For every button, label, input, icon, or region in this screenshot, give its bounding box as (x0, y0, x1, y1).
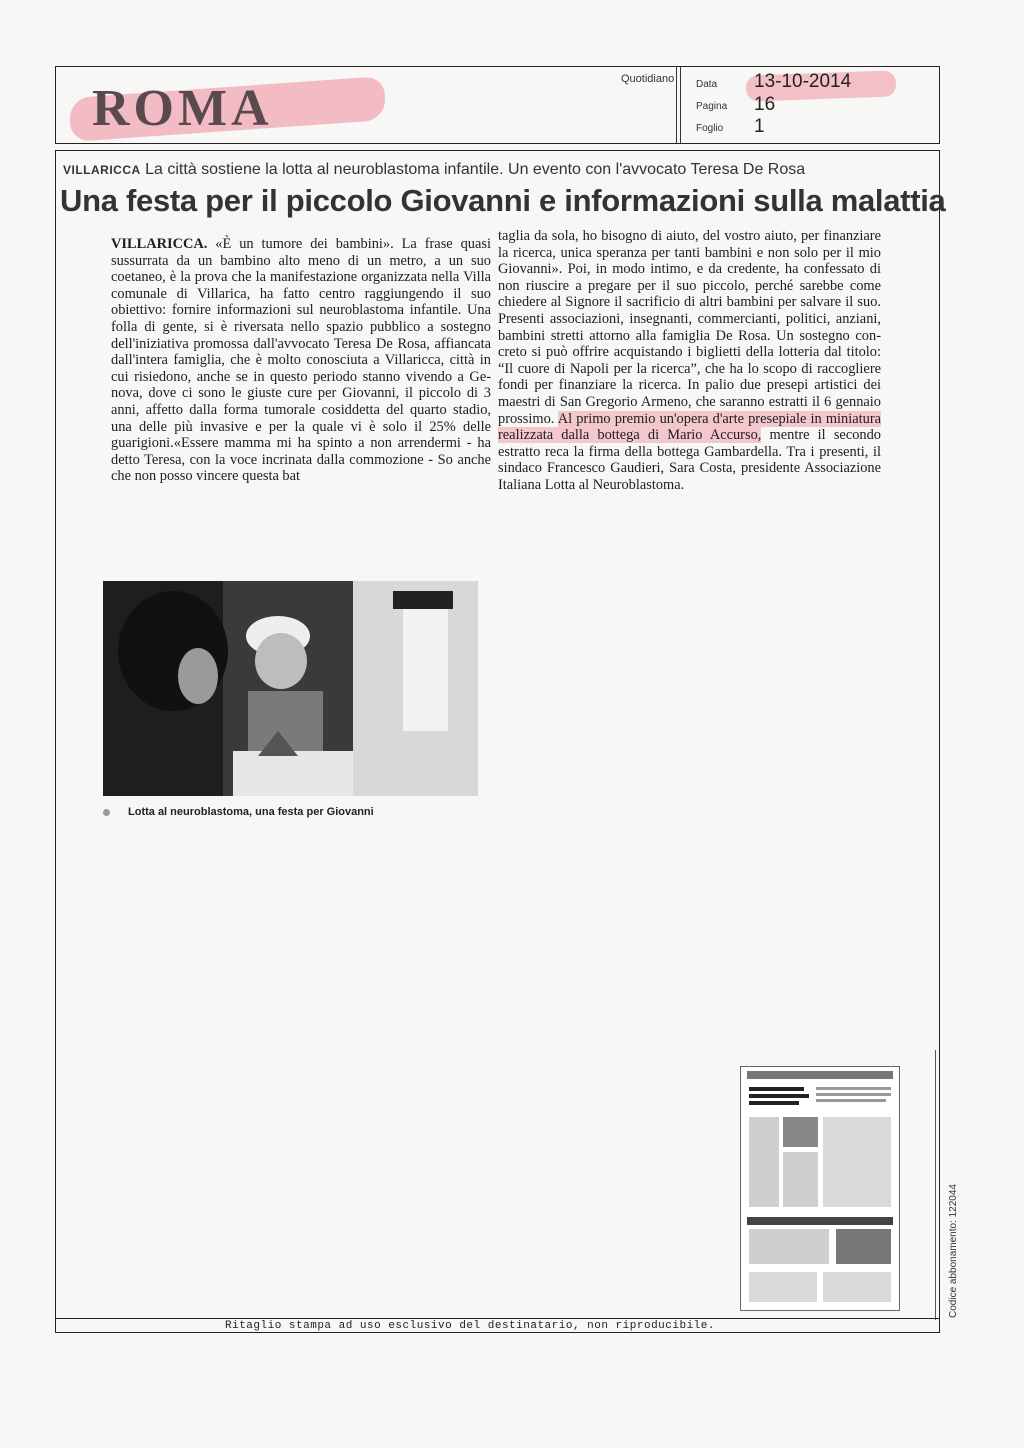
kicker-place: VILLARICCA (63, 163, 141, 177)
thumbnail-illustration (741, 1067, 899, 1310)
page-value: 16 (754, 94, 776, 115)
date-value: 13-10-2014 (754, 71, 852, 92)
highlighted-passage: Al primo premio un'opera d'arte presepiale in miniatura realizzata dalla bottega di Mario Accurso, (498, 410, 881, 444)
newspaper-logo: ROMA (92, 80, 273, 137)
article-headline: Una festa per il piccolo Giovanni e informazioni sulla malattia (60, 183, 946, 218)
page-thumbnail (740, 1066, 900, 1311)
kicker-text: La città sostiene la lotta al neuroblastoma infantile. Un evento con l'avvocato Teresa De Rosa (145, 161, 806, 178)
date-label: Data (696, 79, 718, 90)
photo-caption (103, 806, 374, 818)
dateline: VILLARICCA. (111, 236, 208, 252)
photo-illustration (103, 581, 478, 796)
subscription-code: Codice abbonamento: 122044 (948, 1184, 959, 1318)
sheet-label: Foglio (696, 123, 724, 134)
column-2-text-b: mentre il secondo estratto reca la firma della bottega Gambardella. Tra i presenti, il sindaco Francesco Gaudieri, Sara Costa, presidente Associazione Italiana Lotta al Neuroblastoma. (498, 427, 881, 493)
newspaper-header (55, 66, 940, 144)
article-column-1 (111, 236, 491, 485)
page-label: Pagina (696, 101, 728, 112)
divider (680, 67, 681, 143)
article-kicker (63, 161, 805, 179)
column-1-text: «È un tumore dei bambini». La frase quasi sussurrata da un bambino alto meno di un metro, a un suo coetaneo, è la prova che la manifestazione organizzata nella Villa comunale di Villarica, ha fatto centro raggiungendo il suo obiettivo: fornire informazioni sul neuroblastoma infantile. Una folla di gente, si è riversata nello spazio pubblico a sostegno dell'iniziativa promossa dall'avvocato Teresa De Rosa, affiancata dall'intera famiglia, che è molto conosciuta a Villaricca, città in cui risiedono, anche se in questo periodo stanno vivendo a Genova, dove ci sono le giuste cure per Giovanni, il piccolo di 3 anni, affetto dalla forma tumorale cosiddetta del quarto stadio, una delle più invasive e per la quale vi è solo il 25% delle guarigioni.«Essere mamma mi ha spinto a non arrendermi - ha detto Teresa, con la voce incrinata dalla commozione - So anche che non posso vincere questa bat (111, 236, 491, 485)
divider (676, 67, 677, 143)
footer-notice: Ritaglio stampa ad uso esclusivo del destinatario, non riproducibile. (225, 1320, 715, 1332)
masthead (70, 73, 400, 139)
quotidiano-label: Quotidiano (621, 73, 675, 85)
side-divider (935, 1050, 936, 1320)
caption-text: Lotta al neuroblastoma, una festa per Giovanni (128, 806, 374, 818)
footer-divider (55, 1318, 940, 1319)
column-2-text-a: taglia da sola, ho bisogno di aiuto, del vostro aiuto, per finanziare la ricerca, unica speranza per tanti bambini e non solo per il mio Giovanni». Poi, in modo intimo, e da credente, ha confessato di non riuscire a pregare per il suo piccolo, perché sarebbe come chiedere al Signore il sacrificio di altri bambini per salvare il suo. Presenti associazioni, insegnanti, commercianti, politici, anziani, bambini stretti attorno alla famiglia De Rosa. Un sostegno concreto si può offrire acquistando i biglietti della lotteria dal titolo: “Il cuore di Napoli per la ricerca”, che ha lo scopo di raccogliere fondi per finanziare la ricerca. In palio due presepi artistici dei maestri di San Gregorio Armeno, che saranno estratti il 6 gennaio prossimo. (498, 228, 881, 427)
bullet-icon (103, 809, 110, 816)
article-column-2 (498, 228, 881, 494)
article-photo (103, 581, 478, 796)
sheet-value: 1 (754, 116, 765, 137)
